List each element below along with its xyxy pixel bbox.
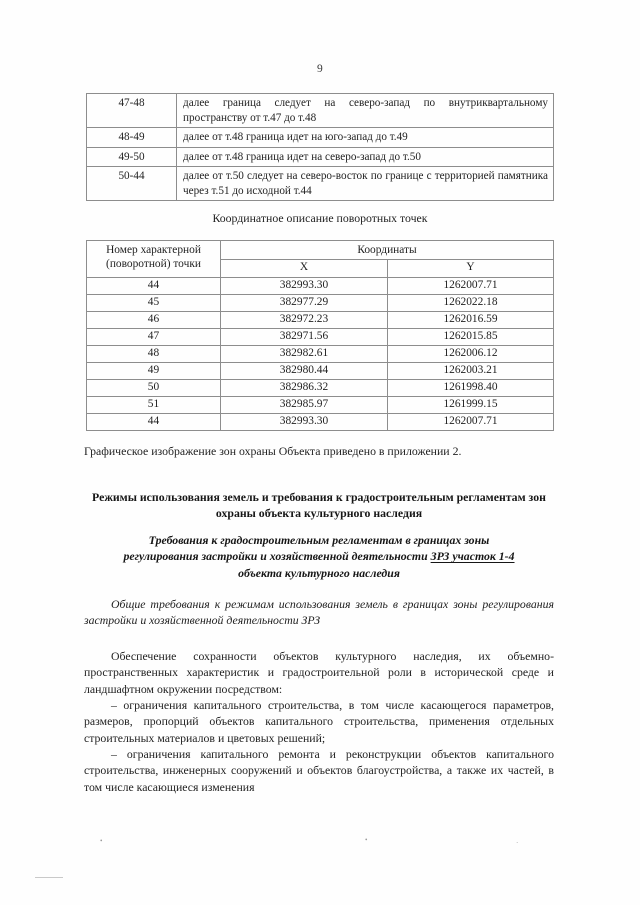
table-row bbox=[87, 396, 554, 413]
point-x: 382985.97 bbox=[221, 396, 388, 413]
point-number: 51 bbox=[87, 396, 221, 413]
table-row bbox=[87, 277, 554, 294]
point-y: 1261999.15 bbox=[388, 396, 554, 413]
point-x: 382972.23 bbox=[221, 311, 388, 328]
point-y: 1262003.21 bbox=[388, 362, 554, 379]
body-paragraph-bullet-2: – ограничения капитального ремонта и реконструкции объектов капитального строительства, инженерных сооружений и объектов благоустройства, а также их частей, в том числе касающиеся изменения bbox=[84, 746, 554, 794]
point-number: 44 bbox=[87, 277, 221, 294]
point-x: 382982.61 bbox=[221, 345, 388, 362]
scan-artifact-mark: · bbox=[516, 839, 519, 847]
general-requirements-heading: Общие требования к режимам использования земель в границах зоны регулирования застройки и хозяйственной деятельности ЗРЗ bbox=[84, 597, 554, 628]
point-number: 46 bbox=[87, 311, 221, 328]
boundary-segment: 50-44 bbox=[87, 167, 177, 201]
coordinates-table bbox=[86, 240, 554, 431]
body-text-block bbox=[84, 648, 554, 795]
point-number: 49 bbox=[87, 362, 221, 379]
boundary-segment: 48-49 bbox=[87, 128, 177, 148]
boundary-description: далее от т.50 следует на северо-восток по границе с территорией памятника через т.51 до исходной т.44 bbox=[177, 167, 554, 201]
body-paragraph-bullet-1: – ограничения капитального строительства, в том числе касающегося параметров, размеров, пропорций объектов капитального строительства, применения отдельных строительных материалов и цветовых решений; bbox=[84, 697, 554, 745]
point-y: 1262007.71 bbox=[388, 413, 554, 430]
general-requirements-block bbox=[84, 596, 554, 629]
subsection-heading-block bbox=[84, 532, 554, 581]
table-row bbox=[87, 328, 554, 345]
subsection-heading bbox=[84, 532, 554, 581]
section-heading: Режимы использования земель и требования к градостроительным регламентам зон охраны объекта культурного наследия bbox=[92, 490, 546, 521]
boundary-description: далее от т.48 граница идет на юго-запад до т.49 bbox=[177, 128, 554, 148]
point-number: 45 bbox=[87, 294, 221, 311]
subsection-heading-line1: Требования к градостроительным регламентам в границах зоны bbox=[148, 533, 490, 547]
body-paragraph-intro: Обеспечение сохранности объектов культурного наследия, их объемно-пространственных характеристик и градостроительной роли в исторической среде и ландшафтном окружении посредством: bbox=[84, 649, 554, 696]
coordinates-table-head bbox=[87, 241, 554, 278]
table-row bbox=[87, 311, 554, 328]
point-y: 1262006.12 bbox=[388, 345, 554, 362]
coordinates-table-caption: Координатное описание поворотных точек bbox=[212, 211, 428, 225]
point-y: 1262015.85 bbox=[388, 328, 554, 345]
subsection-heading-line2-prefix: регулирования застройки и хозяйственной деятельности bbox=[123, 549, 431, 564]
table-header-row bbox=[87, 241, 554, 260]
boundary-description-table bbox=[86, 93, 554, 201]
point-x: 382993.30 bbox=[221, 413, 388, 430]
table-row bbox=[87, 362, 554, 379]
boundary-segment: 49-50 bbox=[87, 147, 177, 167]
table-row bbox=[87, 167, 554, 201]
page-number: 9 bbox=[317, 63, 323, 75]
point-x: 382971.56 bbox=[221, 328, 388, 345]
scan-artifact-mark: • bbox=[100, 837, 103, 845]
scan-artifact-mark: • bbox=[365, 836, 368, 844]
appendix-note: Графическое изображение зон охраны Объекта приведено в приложении 2. bbox=[84, 444, 462, 458]
scan-artifact-rule bbox=[35, 877, 63, 878]
subsection-heading-line3: объекта культурного наследия bbox=[238, 565, 400, 580]
point-number: 47 bbox=[87, 328, 221, 345]
table-row bbox=[87, 147, 554, 167]
boundary-description: далее граница следует на северо-запад по внутриквартальному пространству от т.47 до т.48 bbox=[177, 94, 554, 128]
column-header-y: Y bbox=[388, 259, 554, 277]
point-y: 1262022.18 bbox=[388, 294, 554, 311]
point-x: 382986.32 bbox=[221, 379, 388, 396]
boundary-segment: 47-48 bbox=[87, 94, 177, 128]
table-row bbox=[87, 413, 554, 430]
point-y: 1262016.59 bbox=[388, 311, 554, 328]
point-number: 50 bbox=[87, 379, 221, 396]
column-header-coordinates: Координаты bbox=[221, 241, 554, 260]
column-header-point-number: Номер характерной (поворотной) точки bbox=[87, 241, 221, 278]
table-row bbox=[87, 345, 554, 362]
point-x: 382993.30 bbox=[221, 277, 388, 294]
point-x: 382980.44 bbox=[221, 362, 388, 379]
point-y: 1262007.71 bbox=[388, 277, 554, 294]
point-number: 44 bbox=[87, 413, 221, 430]
column-header-x: X bbox=[221, 259, 388, 277]
table-row bbox=[87, 94, 554, 128]
point-x: 382977.29 bbox=[221, 294, 388, 311]
boundary-description: далее от т.48 граница идет на северо-запад до т.50 bbox=[177, 147, 554, 167]
section-heading-block bbox=[84, 489, 554, 522]
table-row bbox=[87, 379, 554, 396]
point-number: 48 bbox=[87, 345, 221, 362]
subsection-heading-zone-label: ЗРЗ участок 1-4 bbox=[430, 549, 515, 564]
table-row bbox=[87, 294, 554, 311]
coordinates-table-body bbox=[87, 277, 554, 430]
boundary-table-body bbox=[87, 94, 554, 201]
point-y: 1261998.40 bbox=[388, 379, 554, 396]
table-row bbox=[87, 128, 554, 148]
